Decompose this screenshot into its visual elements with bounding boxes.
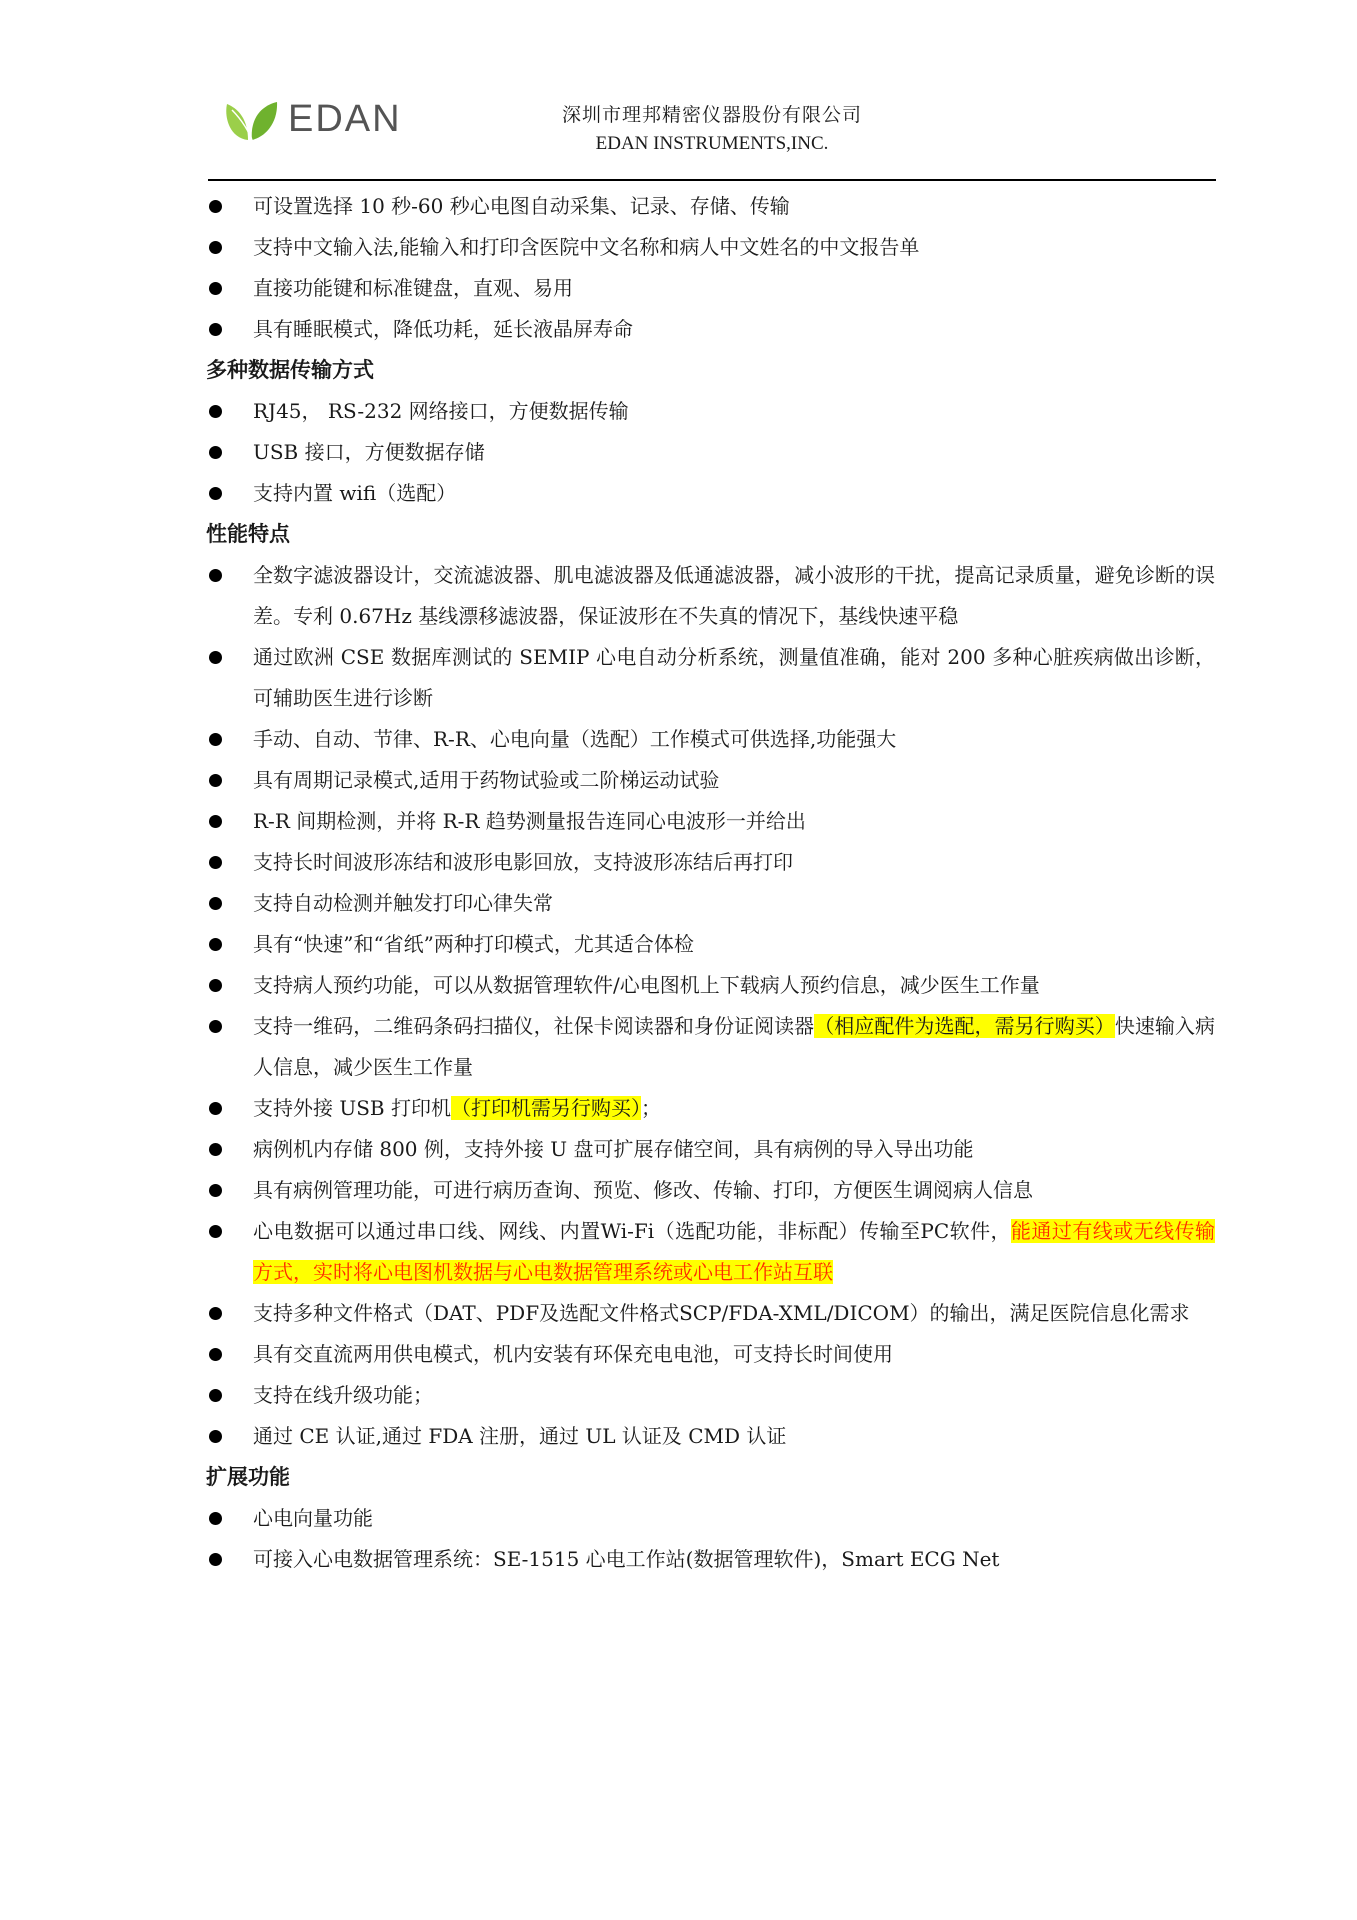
bullet-text: 可设置选择 10 秒-60 秒心电图自动采集、记录、存储、传输 — [253, 194, 790, 218]
bullet-dot-icon — [209, 569, 222, 582]
bullet-text: 具有睡眠模式，降低功耗，延长液晶屏寿命 — [253, 317, 633, 341]
bullet-dot-icon — [209, 1348, 222, 1361]
bullet-text: 心电数据可以通过串口线、网线、内置Wi-Fi（选配功能，非标配）传输至PC软件， — [253, 1219, 1011, 1243]
bullet-text: 可接入心电数据管理系统：SE-1515 心电工作站(数据管理软件)，Smart ECG Net — [253, 1547, 1000, 1571]
highlighted-text: （相应配件为选配，需另行购买） — [814, 1014, 1115, 1038]
bullet-text: 支持多种文件格式（DAT、PDF及选配文件格式SCP/FDA-XML/DICOM）的输出，满足医院信息化需求 — [253, 1301, 1190, 1325]
bullet-dot-icon — [209, 1307, 222, 1320]
bullet-text: 支持中文输入法,能输入和打印含医院中文名称和病人中文姓名的中文报告单 — [253, 235, 920, 259]
bullet-item — [253, 473, 1215, 514]
bullet-dot-icon — [209, 938, 222, 951]
bullet-item — [253, 1539, 1215, 1580]
logo-wordmark: EDAN — [288, 98, 402, 140]
bullet-item — [253, 1129, 1215, 1170]
bullet-item — [253, 842, 1215, 883]
bullet-dot-icon — [209, 1102, 222, 1115]
bullet-text: 具有“快速”和“省纸”两种打印模式，尤其适合体检 — [253, 932, 694, 956]
bullet-text: 全数字滤波器设计，交流滤波器、肌电滤波器及低通滤波器，减小波形的干扰，提高记录质量，避免诊断的误差。专利 0.67Hz 基线漂移滤波器，保证波形在不失真的情况下，基线快速平稳 — [253, 563, 1215, 628]
bullet-text: 具有病例管理功能，可进行病历查询、预览、修改、传输、打印，方便医生调阅病人信息 — [253, 1178, 1033, 1202]
bullet-text: 支持在线升级功能； — [253, 1383, 433, 1407]
bullet-item — [253, 883, 1215, 924]
bullet-dot-icon — [209, 282, 222, 295]
bullet-dot-icon — [209, 1430, 222, 1443]
bullet-text: 心电向量功能 — [253, 1506, 373, 1530]
bullet-item — [253, 1170, 1215, 1211]
bullet-dot-icon — [209, 405, 222, 418]
bullet-dot-icon — [209, 1512, 222, 1525]
bullet-item — [253, 637, 1215, 719]
bullet-item — [253, 760, 1215, 801]
bullet-dot-icon — [209, 651, 222, 664]
bullet-item — [253, 719, 1215, 760]
bullet-dot-icon — [209, 1225, 222, 1238]
bullet-dot-icon — [209, 446, 222, 459]
bullet-text: RJ45， RS-232 网络接口，方便数据传输 — [253, 399, 629, 423]
page-header — [0, 0, 1357, 182]
bullet-item — [253, 268, 1215, 309]
bullet-text: 支持自动检测并触发打印心律失常 — [253, 891, 553, 915]
bullet-item — [253, 1498, 1215, 1539]
bullet-text: 通过欧洲 CSE 数据库测试的 SEMIP 心电自动分析系统，测量值准确，能对 200 多种心脏疾病做出诊断，可辅助医生进行诊断 — [253, 645, 1215, 710]
bullet-text: USB 接口，方便数据存储 — [253, 440, 485, 464]
bullet-item — [253, 1334, 1215, 1375]
bullet-item — [253, 1006, 1215, 1088]
bullet-item — [253, 309, 1215, 350]
bullet-item — [253, 801, 1215, 842]
bullet-dot-icon — [209, 200, 222, 213]
bullet-text: 病例机内存储 800 例，支持外接 U 盘可扩展存储空间，具有病例的导入导出功能 — [253, 1137, 974, 1161]
bullet-dot-icon — [209, 1389, 222, 1402]
bullet-dot-icon — [209, 1553, 222, 1566]
bullet-text: 直接功能键和标准键盘，直观、易用 — [253, 276, 573, 300]
bullet-dot-icon — [209, 323, 222, 336]
bullet-item — [253, 1088, 1215, 1129]
bullet-text: 快速输入病人信息，减少医生工作量 — [253, 1014, 1216, 1079]
bullet-dot-icon — [209, 856, 222, 869]
header-divider — [208, 179, 1216, 181]
bullet-text: 手动、自动、节律、R-R、心电向量（选配）工作模式可供选择,功能强大 — [253, 727, 897, 751]
bullet-dot-icon — [209, 815, 222, 828]
bullet-item — [253, 1211, 1215, 1293]
bullet-item — [253, 391, 1215, 432]
highlighted-text: 能通过有线或无线传输方式，实时将心电图机数据与心电数据管理系统或心电工作站互联 — [253, 1219, 1215, 1284]
bullet-dot-icon — [209, 979, 222, 992]
bullet-text: 具有交直流两用供电模式，机内安装有环保充电电池，可支持长时间使用 — [253, 1342, 893, 1366]
bullet-item — [253, 186, 1215, 227]
bullet-text: 支持外接 USB 打印机 — [253, 1096, 451, 1120]
section-heading: 扩展功能 — [206, 1465, 290, 1489]
edan-logo — [222, 96, 442, 146]
bullet-text: 具有周期记录模式,适用于药物试验或二阶梯运动试验 — [253, 768, 720, 792]
bullet-dot-icon — [209, 897, 222, 910]
bullet-dot-icon — [209, 241, 222, 254]
bullet-dot-icon — [209, 733, 222, 746]
bullet-dot-icon — [209, 1184, 222, 1197]
bullet-item — [253, 924, 1215, 965]
bullet-text: R-R 间期检测，并将 R-R 趋势测量报告连同心电波形一并给出 — [253, 809, 806, 833]
bullet-item — [253, 1375, 1215, 1416]
company-name — [542, 100, 882, 158]
bullet-item — [253, 555, 1215, 637]
section-heading: 多种数据传输方式 — [206, 358, 374, 382]
bullet-dot-icon — [209, 487, 222, 500]
bullet-text: 支持病人预约功能，可以从数据管理软件/心电图机上下载病人预约信息，减少医生工作量 — [253, 973, 1040, 997]
company-name-cn: 深圳市理邦精密仪器股份有限公司 — [561, 104, 862, 126]
highlighted-text: （打印机需另行购买） — [450, 1096, 641, 1120]
leaf-icon — [222, 96, 282, 146]
bullet-text: 支持内置 wifi（选配） — [253, 481, 457, 505]
bullet-item — [253, 1293, 1215, 1334]
bullet-dot-icon — [209, 1143, 222, 1156]
company-name-en: EDAN INSTRUMENTS,INC. — [595, 133, 829, 154]
bullet-item — [253, 227, 1215, 268]
bullet-dot-icon — [209, 774, 222, 787]
bullet-dot-icon — [209, 1020, 222, 1033]
bullet-item — [253, 432, 1215, 473]
bullet-item — [253, 965, 1215, 1006]
section-heading: 性能特点 — [206, 522, 290, 546]
bullet-text: 通过 CE 认证,通过 FDA 注册，通过 UL 认证及 CMD 认证 — [253, 1424, 787, 1448]
bullet-text: 支持一维码，二维码条码扫描仪，社保卡阅读器和身份证阅读器 — [253, 1014, 815, 1038]
document-body — [0, 186, 1357, 1580]
bullet-text: 支持长时间波形冻结和波形电影回放，支持波形冻结后再打印 — [253, 850, 793, 874]
bullet-item — [253, 1416, 1215, 1457]
bullet-text: ； — [640, 1096, 661, 1120]
